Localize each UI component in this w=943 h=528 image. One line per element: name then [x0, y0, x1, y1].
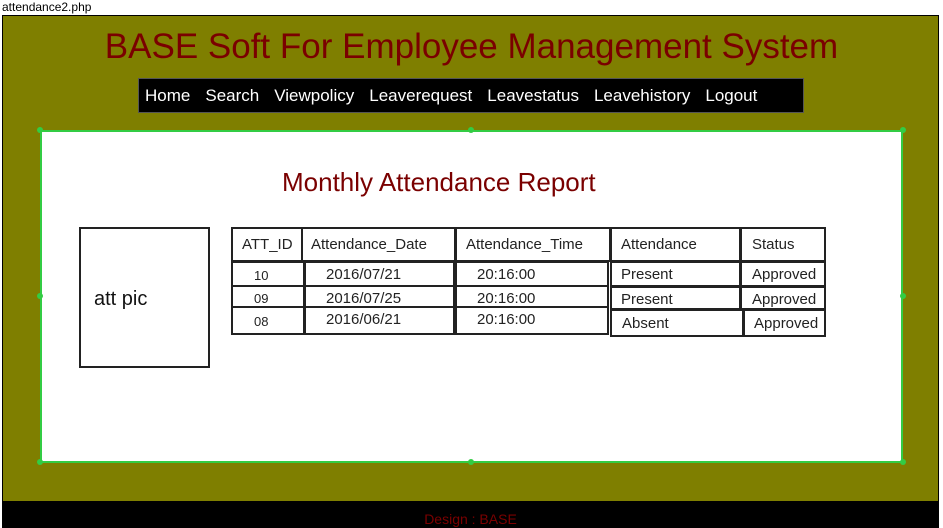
- table-cell-att-id: 08: [231, 306, 305, 335]
- nav-logout-link[interactable]: Logout: [705, 85, 758, 105]
- resize-handle-right[interactable]: [900, 293, 906, 299]
- footer: [2, 501, 939, 528]
- resize-handle-bottom-right[interactable]: [900, 459, 906, 465]
- table-cell-status: Approved: [743, 309, 826, 337]
- column-header-attendance-time: Attendance_Time: [455, 227, 611, 262]
- nav-search-link[interactable]: Search: [205, 85, 260, 105]
- table-cell-time: 20:16:00: [455, 261, 609, 287]
- main-nav: [138, 78, 804, 113]
- resize-handle-bottom[interactable]: [468, 459, 474, 465]
- table-cell-time: 20:16:00: [455, 306, 609, 335]
- column-header-att-id: ATT_ID: [231, 227, 303, 262]
- table-cell-att-id: 09: [231, 285, 305, 308]
- resize-handle-top[interactable]: [468, 127, 474, 133]
- nav-home-link[interactable]: Home: [145, 85, 191, 105]
- table-cell-date: 2016/06/21: [304, 306, 455, 335]
- table-cell-attendance: Absent: [610, 309, 744, 337]
- table-cell-status: Approved: [740, 261, 826, 287]
- resize-handle-left[interactable]: [37, 293, 43, 299]
- resize-handle-bottom-left[interactable]: [37, 459, 43, 465]
- table-cell-att-id: 10: [231, 261, 305, 287]
- nav-leavehistory-link[interactable]: Leavehistory: [593, 85, 691, 105]
- table-cell-time: 20:16:00: [455, 285, 609, 308]
- photo-alt-text: att pic: [94, 288, 148, 310]
- column-header-attendance: Attendance: [610, 227, 741, 262]
- nav-leaverequest-link[interactable]: Leaverequest: [369, 85, 473, 105]
- page-title: BASE Soft For Employee Management System: [104, 27, 839, 66]
- resize-handle-top-left[interactable]: [37, 127, 43, 133]
- nav-viewpolicy-link[interactable]: Viewpolicy: [274, 85, 355, 105]
- table-cell-attendance: Present: [610, 286, 741, 310]
- resize-handle-top-right[interactable]: [900, 127, 906, 133]
- nav-leavestatus-link[interactable]: Leavestatus: [487, 85, 579, 105]
- footer-credit: Design : BASE: [424, 511, 517, 527]
- column-header-status: Status: [740, 227, 826, 262]
- table-cell-date: 2016/07/21: [304, 261, 455, 287]
- employee-photo: [79, 227, 210, 368]
- report-title: Monthly Attendance Report: [282, 167, 596, 197]
- table-cell-status: Approved: [740, 286, 826, 310]
- column-header-attendance-date: Attendance_Date: [301, 227, 456, 262]
- table-cell-attendance: Present: [610, 261, 741, 287]
- table-cell-date: 2016/07/25: [304, 285, 455, 308]
- window-filename: attendance2.php: [2, 0, 92, 14]
